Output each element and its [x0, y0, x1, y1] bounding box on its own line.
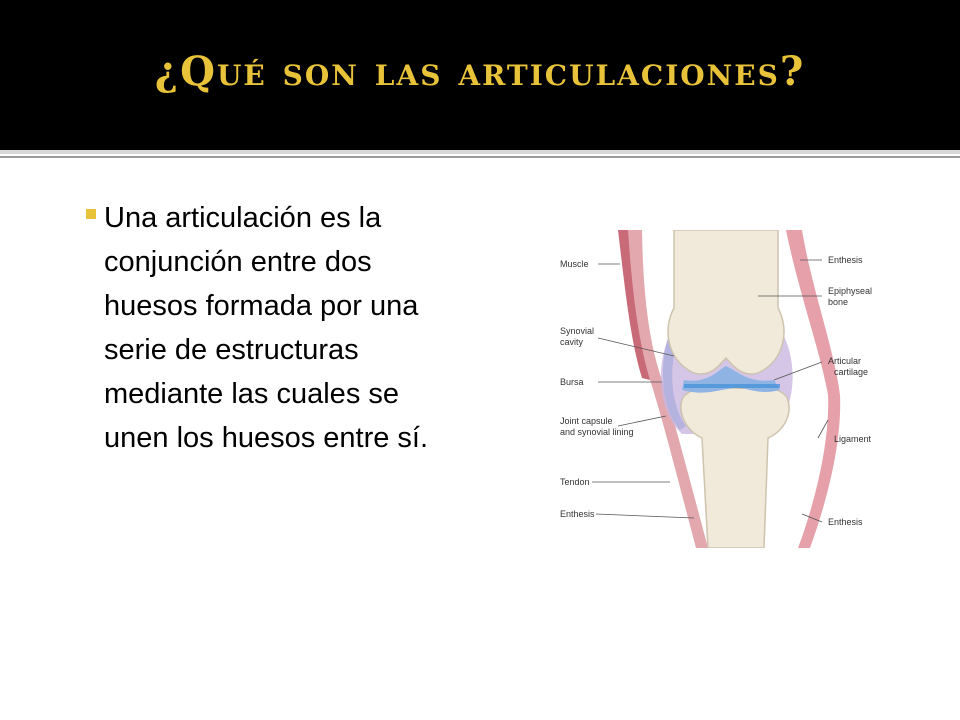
title-bar: [0, 0, 960, 150]
label-bone: bone: [828, 297, 849, 307]
title-divider-bottom: [0, 156, 960, 158]
label-muscle: Muscle: [560, 259, 589, 269]
label-enthesis-bottom: Enthesis: [828, 517, 863, 527]
joint-diagram: [558, 230, 894, 548]
upper-bone: [668, 230, 784, 374]
label-synovial-lining: and synovial lining: [560, 427, 634, 437]
slide-title: ¿Qué son las articulaciones?: [154, 48, 806, 95]
bullet-icon: [86, 209, 96, 219]
label-ligament: Ligament: [834, 434, 872, 444]
label-tendon: Tendon: [560, 477, 590, 487]
label-synovial: Synovial: [560, 326, 595, 336]
synovial-cavity: [684, 384, 780, 388]
label-cartilage: cartilage: [834, 367, 869, 377]
label-enthesis-left: Enthesis: [560, 509, 595, 519]
right-ligament: [786, 230, 840, 548]
title-divider-top: [0, 150, 960, 154]
label-bursa: Bursa: [560, 377, 584, 387]
label-epiphyseal: Epiphyseal: [828, 286, 873, 296]
bullet-text: Una articulación es la conjunción entre dos huesos formada por una serie de estructuras mediante las cuales se unen los huesos entre sí.: [104, 202, 429, 454]
label-enthesis-top: Enthesis: [828, 255, 863, 265]
label-joint-capsule: Joint capsule: [560, 416, 613, 426]
label-articular: Articular: [828, 356, 862, 366]
label-cavity: cavity: [560, 337, 584, 347]
